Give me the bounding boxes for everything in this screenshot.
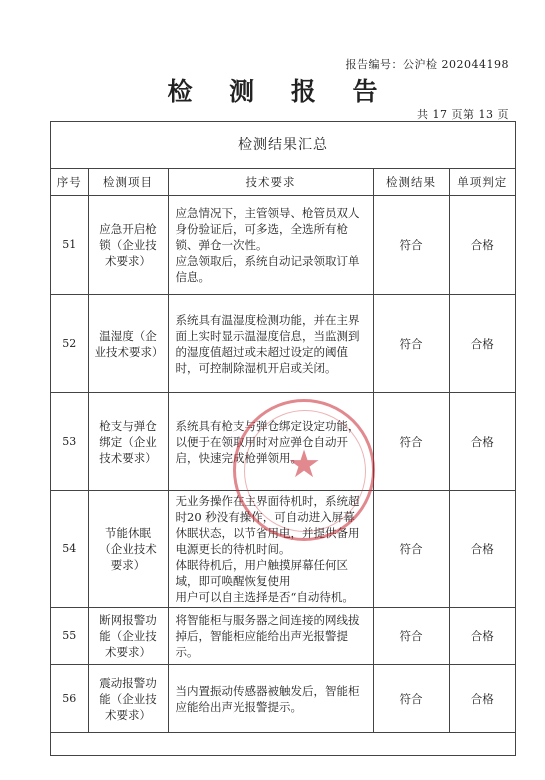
row-result: 符合 <box>373 608 449 665</box>
row-judgement: 合格 <box>449 295 515 393</box>
row-result: 符合 <box>373 491 449 608</box>
page-info: 共 17 页第 13 页 <box>417 108 509 121</box>
row-requirement <box>168 196 373 295</box>
col-header-no: 序号 <box>51 168 88 196</box>
row-no: 56 <box>51 665 88 733</box>
table-header-row <box>51 168 515 196</box>
requirement-line: 体眠待机后，用户触摸屏幕任何区域，即可唤醒恢复使用 <box>175 558 348 588</box>
requirement-line: 无业务操作在主界面待机时，系统超时20 秒没有操作，可自动进入屏幕休眠状态，以节省用电，并提供备用电源更长的待机时间。 <box>175 494 360 556</box>
row-result: 符合 <box>373 665 449 733</box>
requirement-line: 将智能柜与服务器之间连接的网线拔掉后，智能柜应能给出声光报警提示。 <box>175 613 360 659</box>
row-no: 52 <box>51 295 88 393</box>
summary-title: 检测结果汇总 <box>51 122 515 169</box>
report-number: 报告编号：公沪检 202044198 <box>345 58 509 71</box>
requirement-line: 系统具有枪支与弹仓绑定设定功能，以便于在领取用时对应弹仓自动开启，快速完成枪弹领用。 <box>175 418 360 465</box>
row-item: 节能休眠（企业技术要求） <box>88 491 168 608</box>
row-judgement: 合格 <box>449 491 515 608</box>
requirement-line: 系统具有温湿度检测功能，并在主界面上实时显示温湿度信息，当监测到的湿度值超过或未超过设定的阈值时，可控制除湿机开启或关闭。 <box>175 312 360 375</box>
table-row <box>51 665 515 733</box>
results-frame <box>50 121 516 756</box>
col-header-item: 检测项目 <box>88 168 168 196</box>
row-no: 51 <box>51 196 88 295</box>
row-requirement <box>168 491 373 608</box>
table-row <box>51 295 515 393</box>
row-requirement <box>168 295 373 393</box>
row-result: 符合 <box>373 393 449 491</box>
row-result: 符合 <box>373 196 449 295</box>
table-row <box>51 608 515 665</box>
row-no: 55 <box>51 608 88 665</box>
results-table <box>51 168 515 733</box>
requirement-line: 用户可以自主选择是否“自动待机。 <box>175 590 354 604</box>
table-row <box>51 196 515 295</box>
report-title: 检 测 报 告 <box>167 77 392 106</box>
requirement-line: 应急领取后，系统自动记录领取订单信息。 <box>175 254 360 284</box>
requirement-line: 应急情况下，主管领导、枪管员双人身份验证后，可多选，全选所有枪锁、弹仓一次性。 <box>175 206 360 252</box>
row-requirement <box>168 608 373 665</box>
requirement-line: 当内置振动传感器被触发后，智能柜应能给出声光报警提示。 <box>175 683 360 714</box>
col-header-requirement: 技术要求 <box>168 168 373 196</box>
row-item: 枪支与弹仓绑定（企业技术要求） <box>88 393 168 491</box>
row-item: 应急开启枪锁（企业技术要求） <box>88 196 168 295</box>
row-requirement <box>168 393 373 491</box>
row-item: 断网报警功能（企业技术要求） <box>88 608 168 665</box>
row-no: 53 <box>51 393 88 491</box>
row-judgement: 合格 <box>449 608 515 665</box>
row-requirement <box>168 665 373 733</box>
col-header-judgement: 单项判定 <box>449 168 515 196</box>
row-result: 符合 <box>373 295 449 393</box>
row-judgement: 合格 <box>449 665 515 733</box>
col-header-result: 检测结果 <box>373 168 449 196</box>
table-row <box>51 491 515 608</box>
seal-star-icon: ★ <box>286 442 322 486</box>
row-no: 54 <box>51 491 88 608</box>
row-item: 震动报警功能（企业技术要求） <box>88 665 168 733</box>
row-judgement: 合格 <box>449 196 515 295</box>
row-judgement: 合格 <box>449 393 515 491</box>
row-item: 温湿度（企业技术要求） <box>88 295 168 393</box>
table-row <box>51 393 515 491</box>
